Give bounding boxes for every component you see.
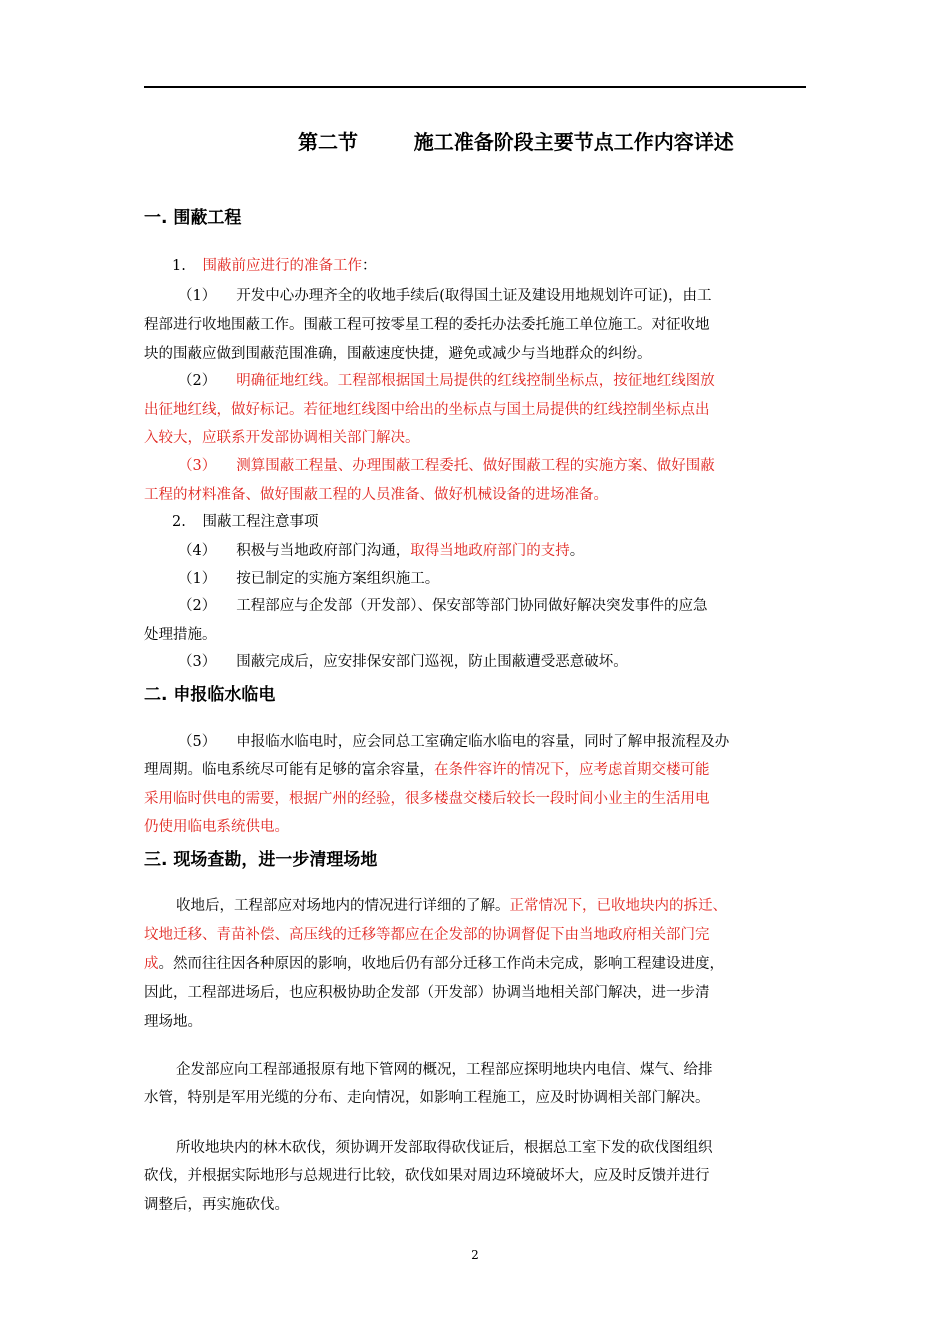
para-text: 。然而往往因各种原因的影响，收地后仍有部分迁移工作尚未完成，影响工程建设进度， [158, 956, 724, 972]
para-number: （1） [178, 571, 217, 587]
para6-line2: 处理措施。 [144, 627, 217, 643]
para3-line2: 工程的材料准备、做好围蔽工程的人员准备、做好机械设备的进场准备。 [144, 487, 608, 503]
para-text: 收地后，工程部应对场地内的情况进行详细的了解。 [176, 898, 510, 914]
para-number: （3） [178, 458, 217, 474]
s3b-line1: 企发部应向工程部通报原有地下管网的概况，工程部应探明地块内电信、煤气、给排 [176, 1062, 713, 1078]
para-text: 明确征地红线。工程部根据国土局提供的红线控制坐标点，按征地红线图放 [236, 373, 715, 389]
s3a-line3 [144, 954, 724, 974]
s3a-line5: 理场地。 [144, 1014, 202, 1030]
heading-enclosure: 一. 围蔽工程 [144, 208, 242, 228]
s3a-line4: 因此，工程部进场后，也应积极协助企发部（开发部）协调当地相关部门解决，进一步清 [144, 985, 710, 1001]
para-text: 理周期。临电系统尽可能有足够的富余容量， [144, 762, 434, 778]
para-text-red: 取得当地政府部门的支持 [410, 543, 570, 559]
para-text: 围蔽完成后，应安排保安部门巡视，防止围蔽遭受恶意破坏。 [236, 654, 628, 670]
para-number: （5） [178, 734, 217, 750]
item-number: 2. [172, 514, 186, 530]
s3c-line2: 砍伐，并根据实际地形与总规进行比较，砍伐如果对周边环境破坏大，应及时反馈并进行 [144, 1168, 710, 1184]
s3c-line3: 调整后，再实施砍伐。 [144, 1197, 289, 1213]
para-text-red: 成 [144, 956, 159, 972]
para-text: 积极与当地政府部门沟通， [236, 543, 411, 559]
para-text-end: 。 [569, 543, 585, 559]
item1-line [172, 256, 376, 276]
item1-label: 围蔽前应进行的准备工作 [202, 258, 362, 274]
para4-line1 [178, 541, 584, 561]
heading-site-survey: 三. 现场查勘，进一步清理场地 [144, 850, 378, 870]
s3c-line1: 所收地块内的林木砍伐，须协调开发部取得砍伐证后，根据总工室下发的砍伐图组织 [176, 1140, 713, 1156]
para-text: 工程部应与企发部（开发部）、保安部等部门协同做好解决突发事件的应急 [236, 598, 708, 614]
header-rule [144, 86, 806, 88]
item2-label: 围蔽工程注意事项 [202, 514, 319, 530]
s2-line3: 采用临时供电的需要，根据广州的经验，很多楼盘交楼后较长一段时间小业主的生活用电 [144, 791, 710, 807]
para-number: （1） [178, 288, 217, 304]
para1-line3: 块的围蔽应做到围蔽范围准确，围蔽速度快捷，避免或减少与当地群众的纠纷。 [144, 346, 652, 362]
para-text-red: 正常情况下，已收地块内的拆迁、 [509, 898, 727, 914]
para2-line3: 入较大，应联系开发部协调相关部门解决。 [144, 430, 420, 446]
s3a-line2: 坟地迁移、青苗补偿、高压线的迁移等都应在企发部的协调督促下由当地政府相关部门完 [144, 927, 710, 943]
para3-line1 [178, 456, 715, 476]
page-number: 2 [471, 1248, 479, 1262]
s3b-line2: 水管，特别是军用光缆的分布、走向情况，如影响工程施工，应及时协调相关部门解决。 [144, 1090, 710, 1106]
s2-line1 [178, 732, 729, 752]
para-number: （3） [178, 654, 217, 670]
para-number: （2） [178, 373, 217, 389]
section-title: 第二节 施工准备阶段主要节点工作内容详述 [298, 130, 734, 154]
para2-line1 [178, 371, 715, 391]
para-text: 申报临水临电时，应会同总工室确定临水临电的容量，同时了解申报流程及办 [236, 734, 730, 750]
s3a-line1 [176, 896, 727, 916]
para-text: 测算围蔽工程量、办理围蔽工程委托、做好围蔽工程的实施方案、做好围蔽 [236, 458, 715, 474]
para5-line1 [178, 569, 439, 589]
para-text-red: 在条件容许的情况下，应考虑首期交楼可能 [434, 762, 710, 778]
item2-line [172, 512, 318, 532]
heading-utilities: 二. 申报临水临电 [144, 685, 276, 705]
colon: ： [361, 258, 377, 274]
para2-line2: 出征地红线，做好标记。若征地红线图中给出的坐标点与国土局提供的红线控制坐标点出 [144, 402, 710, 418]
para1-line2: 程部进行收地围蔽工作。围蔽工程可按零星工程的委托办法委托施工单位施工。对征收地 [144, 317, 710, 333]
s2-line4: 仍使用临电系统供电。 [144, 819, 289, 835]
para-number: （2） [178, 598, 217, 614]
para6-line1 [178, 596, 707, 616]
para-text: 按已制定的实施方案组织施工。 [236, 571, 440, 587]
item-number: 1. [172, 258, 186, 274]
para-text: 开发中心办理齐全的收地手续后(取得国土证及建设用地规划许可证)，由工 [236, 288, 712, 304]
para7-line1 [178, 652, 628, 672]
s2-line2 [144, 760, 710, 780]
para-number: （4） [178, 543, 217, 559]
para1-line1 [178, 286, 712, 306]
